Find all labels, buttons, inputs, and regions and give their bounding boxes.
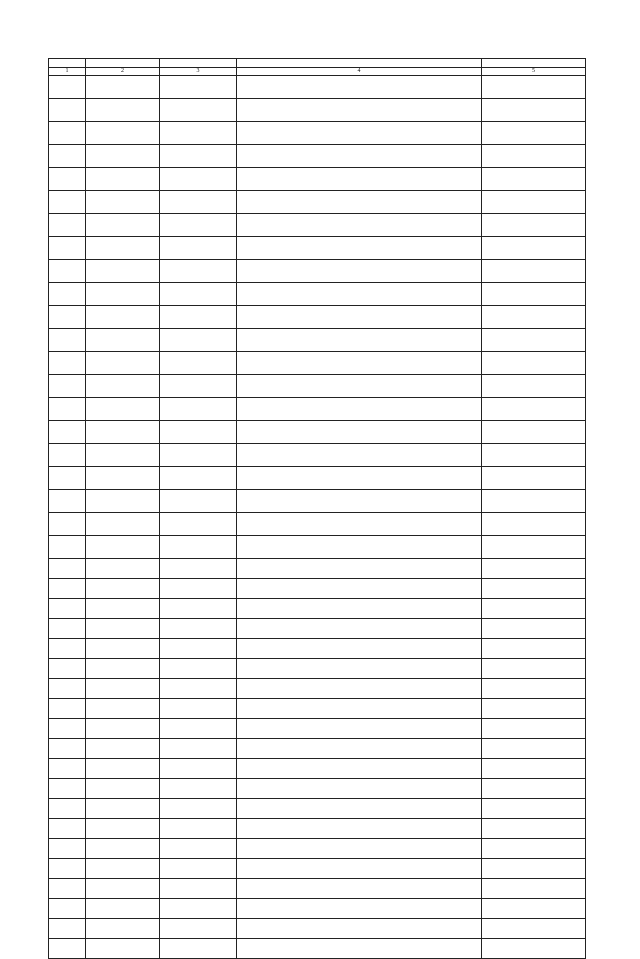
table-row <box>49 579 586 599</box>
cadastral-value-cell <box>482 513 586 536</box>
district-cell <box>160 421 237 444</box>
cadastral-value-cell <box>482 939 586 959</box>
cadastral-value-cell <box>482 490 586 513</box>
row-number-cell <box>49 899 86 919</box>
district-cell <box>160 579 237 599</box>
table-row <box>49 122 586 145</box>
district-cell <box>160 779 237 799</box>
location-cell <box>237 579 482 599</box>
district-cell <box>160 739 237 759</box>
row-number-cell <box>49 536 86 559</box>
cadastral-number-cell <box>86 168 160 191</box>
location-cell <box>237 329 482 352</box>
cadastral-value-cell <box>482 819 586 839</box>
cadastral-value-cell <box>482 759 586 779</box>
table-row <box>49 619 586 639</box>
location-cell <box>237 398 482 421</box>
row-number-cell <box>49 283 86 306</box>
cadastral-number-cell <box>86 579 160 599</box>
cadastral-value-cell <box>482 214 586 237</box>
row-number-cell <box>49 513 86 536</box>
table-row <box>49 899 586 919</box>
district-cell <box>160 513 237 536</box>
location-cell <box>237 214 482 237</box>
table-row <box>49 536 586 559</box>
cadastral-number-cell <box>86 398 160 421</box>
row-number-cell <box>49 839 86 859</box>
row-number-cell <box>49 779 86 799</box>
district-cell <box>160 283 237 306</box>
table-row <box>49 719 586 739</box>
table-row <box>49 306 586 329</box>
cadastral-number-cell <box>86 490 160 513</box>
district-cell <box>160 879 237 899</box>
table-row <box>49 839 586 859</box>
location-cell <box>237 859 482 879</box>
cadastral-number-cell <box>86 699 160 719</box>
cadastral-number-cell <box>86 191 160 214</box>
table-row <box>49 659 586 679</box>
table-row <box>49 599 586 619</box>
district-cell <box>160 639 237 659</box>
cadastral-number-cell <box>86 329 160 352</box>
cadastral-number-cell <box>86 819 160 839</box>
table-row <box>49 639 586 659</box>
cadastral-number-cell <box>86 444 160 467</box>
district-cell <box>160 599 237 619</box>
cadastral-number-cell <box>86 559 160 579</box>
district-cell <box>160 237 237 260</box>
district-cell <box>160 619 237 639</box>
cadastral-value-cell <box>482 859 586 879</box>
district-cell <box>160 859 237 879</box>
header-row <box>49 59 586 68</box>
cadastral-value-cell <box>482 599 586 619</box>
table-row <box>49 329 586 352</box>
cadastral-number-cell <box>86 99 160 122</box>
location-cell <box>237 306 482 329</box>
row-number-cell <box>49 759 86 779</box>
district-cell <box>160 329 237 352</box>
cadastral-value-cell <box>482 122 586 145</box>
district-cell <box>160 352 237 375</box>
row-number-cell <box>49 599 86 619</box>
district-cell <box>160 306 237 329</box>
table-row <box>49 237 586 260</box>
district-cell <box>160 467 237 490</box>
district-cell <box>160 839 237 859</box>
location-cell <box>237 819 482 839</box>
district-cell <box>160 759 237 779</box>
district-cell <box>160 659 237 679</box>
cadastral-number-cell <box>86 879 160 899</box>
cadastral-value-cell <box>482 919 586 939</box>
table-row <box>49 859 586 879</box>
location-cell <box>237 779 482 799</box>
header-cell-district <box>160 59 237 68</box>
cadastral-value-cell <box>482 329 586 352</box>
cadastral-number-cell <box>86 76 160 99</box>
row-number-cell <box>49 421 86 444</box>
location-cell <box>237 639 482 659</box>
cadastral-value-cell <box>482 536 586 559</box>
cadastral-number-cell <box>86 919 160 939</box>
location-cell <box>237 739 482 759</box>
cadastral-number-cell <box>86 145 160 168</box>
table-row <box>49 819 586 839</box>
row-number-cell <box>49 306 86 329</box>
column-number: 1 <box>49 68 86 76</box>
cadastral-value-cell <box>482 306 586 329</box>
table-row <box>49 76 586 99</box>
table-row <box>49 283 586 306</box>
row-number-cell <box>49 819 86 839</box>
district-cell <box>160 899 237 919</box>
cadastral-value-cell <box>482 375 586 398</box>
table-row <box>49 739 586 759</box>
row-number-cell <box>49 679 86 699</box>
cadastral-number-cell <box>86 899 160 919</box>
location-cell <box>237 599 482 619</box>
cadastral-value-cell <box>482 444 586 467</box>
cadastral-value-cell <box>482 839 586 859</box>
cadastral-value-cell <box>482 237 586 260</box>
location-cell <box>237 559 482 579</box>
district-cell <box>160 490 237 513</box>
column-number: 2 <box>86 68 160 76</box>
location-cell <box>237 444 482 467</box>
cadastral-number-cell <box>86 939 160 959</box>
cadastral-number-cell <box>86 839 160 859</box>
location-cell <box>237 237 482 260</box>
row-number-cell <box>49 329 86 352</box>
district-cell <box>160 191 237 214</box>
cadastral-number-cell <box>86 759 160 779</box>
table-row <box>49 444 586 467</box>
location-cell <box>237 76 482 99</box>
row-number-cell <box>49 260 86 283</box>
location-cell <box>237 839 482 859</box>
cadastral-value-cell <box>482 779 586 799</box>
table-row <box>49 375 586 398</box>
location-cell <box>237 283 482 306</box>
district-cell <box>160 76 237 99</box>
table-row <box>49 679 586 699</box>
row-number-cell <box>49 739 86 759</box>
district-cell <box>160 679 237 699</box>
cadastral-number-cell <box>86 283 160 306</box>
cadastral-value-cell <box>482 467 586 490</box>
cadastral-value-cell <box>482 145 586 168</box>
location-cell <box>237 352 482 375</box>
district-cell <box>160 939 237 959</box>
table-row <box>49 513 586 536</box>
location-cell <box>237 513 482 536</box>
location-cell <box>237 619 482 639</box>
district-cell <box>160 145 237 168</box>
cadastral-value-cell <box>482 699 586 719</box>
cadastral-number-cell <box>86 659 160 679</box>
table-row <box>49 699 586 719</box>
cadastral-number-cell <box>86 122 160 145</box>
cadastral-number-cell <box>86 536 160 559</box>
district-cell <box>160 260 237 283</box>
location-cell <box>237 899 482 919</box>
column-number: 4 <box>237 68 482 76</box>
row-number-cell <box>49 859 86 879</box>
row-number-cell <box>49 375 86 398</box>
location-cell <box>237 759 482 779</box>
location-cell <box>237 421 482 444</box>
cadastral-value-cell <box>482 168 586 191</box>
row-number-cell <box>49 490 86 513</box>
table-row <box>49 467 586 490</box>
table-row <box>49 490 586 513</box>
location-cell <box>237 145 482 168</box>
header-cell-location <box>237 59 482 68</box>
cadastral-number-cell <box>86 237 160 260</box>
table-row <box>49 168 586 191</box>
location-cell <box>237 490 482 513</box>
row-number-cell <box>49 919 86 939</box>
table-row <box>49 191 586 214</box>
row-number-cell <box>49 799 86 819</box>
cadastral-number-cell <box>86 859 160 879</box>
cadastral-number-cell <box>86 679 160 699</box>
cadastral-value-cell <box>482 559 586 579</box>
location-cell <box>237 260 482 283</box>
district-cell <box>160 168 237 191</box>
table-row <box>49 879 586 899</box>
location-cell <box>237 659 482 679</box>
cadastral-value-cell <box>482 260 586 283</box>
table-body <box>49 59 586 959</box>
cadastral-number-cell <box>86 467 160 490</box>
cadastral-number-cell <box>86 619 160 639</box>
column-number: 3 <box>160 68 237 76</box>
cadastral-value-cell <box>482 76 586 99</box>
cadastral-value-cell <box>482 283 586 306</box>
district-cell <box>160 122 237 145</box>
header-cell-cadastral <box>86 59 160 68</box>
location-cell <box>237 191 482 214</box>
cadastral-number-cell <box>86 799 160 819</box>
row-number-cell <box>49 145 86 168</box>
cadastral-number-cell <box>86 306 160 329</box>
table-row <box>49 421 586 444</box>
table-row <box>49 759 586 779</box>
row-number-cell <box>49 191 86 214</box>
district-cell <box>160 536 237 559</box>
row-number-cell <box>49 719 86 739</box>
location-cell <box>237 699 482 719</box>
row-number-cell <box>49 214 86 237</box>
district-cell <box>160 214 237 237</box>
cadastral-value-cell <box>482 719 586 739</box>
row-number-cell <box>49 398 86 421</box>
location-cell <box>237 679 482 699</box>
location-cell <box>237 719 482 739</box>
cadastral-number-cell <box>86 375 160 398</box>
table-row <box>49 559 586 579</box>
row-number-cell <box>49 659 86 679</box>
row-number-cell <box>49 939 86 959</box>
district-cell <box>160 559 237 579</box>
row-number-cell <box>49 237 86 260</box>
cadastral-number-cell <box>86 739 160 759</box>
cadastral-table <box>48 58 586 959</box>
location-cell <box>237 375 482 398</box>
cadastral-value-cell <box>482 799 586 819</box>
cadastral-value-cell <box>482 398 586 421</box>
row-number-cell <box>49 879 86 899</box>
cadastral-number-cell <box>86 260 160 283</box>
table-row <box>49 145 586 168</box>
cadastral-number-cell <box>86 599 160 619</box>
row-number-cell <box>49 639 86 659</box>
location-cell <box>237 122 482 145</box>
district-cell <box>160 799 237 819</box>
row-number-cell <box>49 579 86 599</box>
district-cell <box>160 444 237 467</box>
cadastral-value-cell <box>482 639 586 659</box>
cadastral-number-cell <box>86 421 160 444</box>
row-number-cell <box>49 467 86 490</box>
location-cell <box>237 467 482 490</box>
table-row <box>49 939 586 959</box>
table-row <box>49 214 586 237</box>
location-cell <box>237 799 482 819</box>
cadastral-value-cell <box>482 421 586 444</box>
column-number: 5 <box>482 68 586 76</box>
cadastral-value-cell <box>482 99 586 122</box>
row-number-cell <box>49 559 86 579</box>
row-number-cell <box>49 76 86 99</box>
district-cell <box>160 398 237 421</box>
location-cell <box>237 879 482 899</box>
row-number-cell <box>49 352 86 375</box>
cadastral-value-cell <box>482 879 586 899</box>
table-row <box>49 398 586 421</box>
table-row <box>49 919 586 939</box>
district-cell <box>160 819 237 839</box>
cadastral-number-cell <box>86 352 160 375</box>
table-row <box>49 779 586 799</box>
location-cell <box>237 939 482 959</box>
location-cell <box>237 168 482 191</box>
district-cell <box>160 919 237 939</box>
cadastral-value-cell <box>482 352 586 375</box>
cadastral-value-cell <box>482 619 586 639</box>
cadastral-value-cell <box>482 659 586 679</box>
header-cell-number <box>49 59 86 68</box>
cadastral-value-cell <box>482 579 586 599</box>
table-row <box>49 799 586 819</box>
cadastral-value-cell <box>482 739 586 759</box>
cadastral-number-cell <box>86 513 160 536</box>
location-cell <box>237 99 482 122</box>
cadastral-value-cell <box>482 679 586 699</box>
table-row <box>49 352 586 375</box>
location-cell <box>237 536 482 559</box>
district-cell <box>160 699 237 719</box>
row-number-cell <box>49 699 86 719</box>
cadastral-value-cell <box>482 191 586 214</box>
cadastral-value-cell <box>482 899 586 919</box>
cadastral-number-cell <box>86 719 160 739</box>
column-number-row <box>49 68 586 76</box>
row-number-cell <box>49 99 86 122</box>
district-cell <box>160 375 237 398</box>
cadastral-number-cell <box>86 639 160 659</box>
table-row <box>49 99 586 122</box>
cadastral-number-cell <box>86 214 160 237</box>
row-number-cell <box>49 168 86 191</box>
district-cell <box>160 719 237 739</box>
row-number-cell <box>49 444 86 467</box>
district-cell <box>160 99 237 122</box>
location-cell <box>237 919 482 939</box>
table-row <box>49 260 586 283</box>
row-number-cell <box>49 619 86 639</box>
row-number-cell <box>49 122 86 145</box>
cadastral-number-cell <box>86 779 160 799</box>
header-cell-value <box>482 59 586 68</box>
